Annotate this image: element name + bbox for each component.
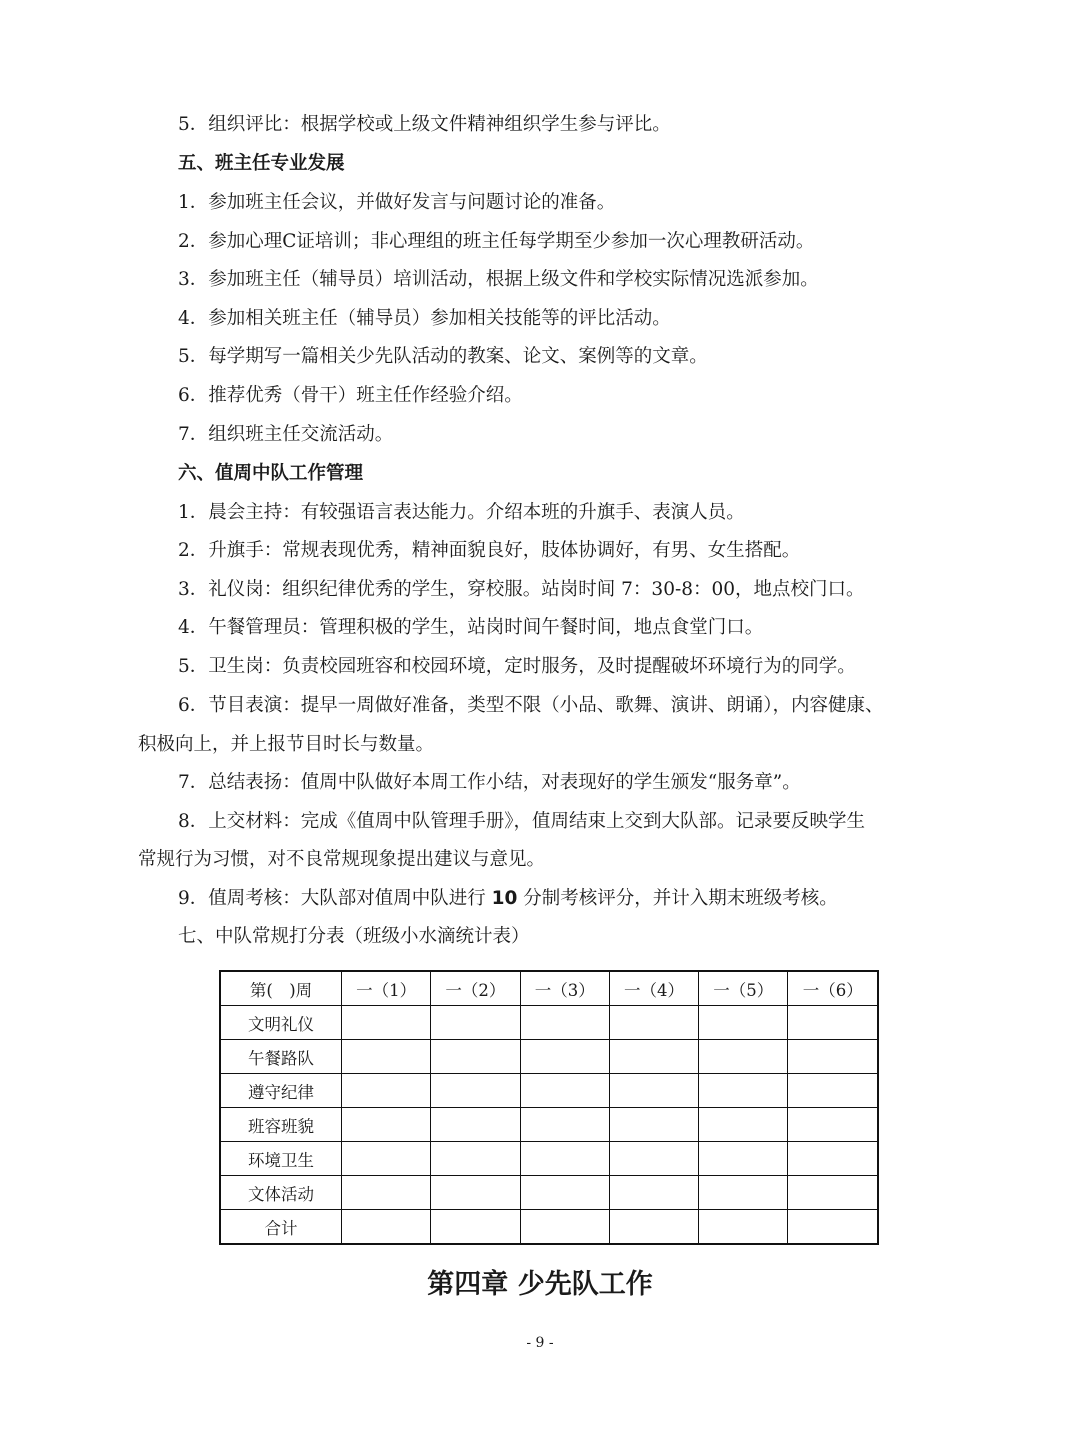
score-cell [699, 1210, 788, 1245]
text-line: 积极向上，并上报节目时长与数量。 [138, 734, 435, 755]
section-heading: 六、值周中队工作管理 [178, 463, 364, 484]
text-line: 3．参加班主任（辅导员）培训活动，根据上级文件和学校实际情况选派参加。 [178, 269, 819, 290]
text-line: 1．参加班主任会议，并做好发言与问题讨论的准备。 [178, 192, 616, 213]
score-cell [699, 1142, 788, 1176]
score-cell [788, 1176, 878, 1210]
score-cell [520, 1142, 609, 1176]
table-row [220, 1006, 878, 1040]
header-cell: 一（2） [431, 971, 520, 1006]
score-cell [342, 1040, 431, 1074]
text-line: 4．参加相关班主任（辅导员）参加相关技能等的评比活动。 [178, 308, 671, 329]
score-cell [699, 1176, 788, 1210]
score-cell [609, 1108, 698, 1142]
section-heading: 五、班主任专业发展 [178, 153, 345, 174]
text-line: 5．组织评比：根据学校或上级文件精神组织学生参与评比。 [178, 114, 671, 135]
row-label: 合计 [220, 1210, 342, 1245]
row-label: 班容班貌 [220, 1108, 342, 1142]
table-row [220, 1074, 878, 1108]
score-cell [431, 1074, 520, 1108]
text-line: 7．组织班主任交流活动。 [178, 424, 394, 445]
score-cell [609, 1040, 698, 1074]
score-cell [609, 1210, 698, 1245]
score-cell [431, 1040, 520, 1074]
score-cell [342, 1210, 431, 1245]
text-line: 6．推荐优秀（骨干）班主任作经验介绍。 [178, 385, 523, 406]
score-cell [431, 1006, 520, 1040]
table-row [220, 1210, 878, 1245]
score-cell [788, 1040, 878, 1074]
item9-bold-number: 10 [491, 888, 518, 909]
score-table [219, 970, 879, 1245]
text-line: 常规行为习惯，对不良常规现象提出建议与意见。 [138, 849, 546, 870]
table-row [220, 1142, 878, 1176]
header-cell: 一（6） [788, 971, 878, 1006]
text-line: 2．参加心理C证培训；非心理组的班主任每学期至少参加一次心理教研活动。 [178, 231, 815, 252]
score-cell [609, 1074, 698, 1108]
row-label: 文明礼仪 [220, 1006, 342, 1040]
score-cell [788, 1210, 878, 1245]
table-row [220, 1108, 878, 1142]
row-label: 文体活动 [220, 1176, 342, 1210]
score-cell [788, 1108, 878, 1142]
header-cell: 一（4） [609, 971, 698, 1006]
score-cell [520, 1108, 609, 1142]
score-cell [609, 1176, 698, 1210]
text-line: 5．卫生岗：负责校园班容和校园环境，定时服务，及时提醒破坏环境行为的同学。 [178, 656, 856, 677]
item9-prefix: 9．值周考核：大队部对值周中队进行 [178, 888, 492, 909]
score-cell [431, 1210, 520, 1245]
text-line: 2．升旗手：常规表现优秀，精神面貌良好，肢体协调好，有男、女生搭配。 [178, 540, 801, 561]
table-row [220, 1040, 878, 1074]
score-cell [609, 1142, 698, 1176]
table-caption: 七、中队常规打分表（班级小水滴统计表） [178, 926, 530, 947]
text-line: 1．晨会主持：有较强语言表达能力。介绍本班的升旗手、表演人员。 [178, 502, 745, 523]
table-row [220, 1176, 878, 1210]
score-cell [342, 1006, 431, 1040]
text-line: 5．每学期写一篇相关少先队活动的教案、论文、案例等的文章。 [178, 346, 708, 367]
header-cell: 第( )周 [220, 971, 342, 1006]
text-line-item9 [138, 880, 958, 919]
score-cell [699, 1040, 788, 1074]
header-cell: 一（3） [520, 971, 609, 1006]
score-cell [342, 1176, 431, 1210]
score-cell [342, 1142, 431, 1176]
score-cell [520, 1040, 609, 1074]
score-cell [431, 1142, 520, 1176]
table-header-row [220, 971, 878, 1006]
score-cell [699, 1108, 788, 1142]
text-line: 4．午餐管理员：管理积极的学生，站岗时间午餐时间，地点食堂门口。 [178, 617, 764, 638]
page-number: - 9 - [526, 1335, 554, 1351]
row-label: 环境卫生 [220, 1142, 342, 1176]
score-cell [342, 1108, 431, 1142]
score-cell [520, 1006, 609, 1040]
score-cell [431, 1176, 520, 1210]
score-cell [609, 1006, 698, 1040]
row-label: 午餐路队 [220, 1040, 342, 1074]
score-cell [520, 1210, 609, 1245]
score-cell [788, 1074, 878, 1108]
text-line: 3．礼仪岗：组织纪律优秀的学生，穿校服。站岗时间 7：30-8：00，地点校门口。 [178, 579, 865, 600]
score-cell [699, 1074, 788, 1108]
text-line: 6．节目表演：提早一周做好准备，类型不限（小品、歌舞、演讲、朗诵），内容健康、 [178, 695, 884, 716]
score-cell [699, 1006, 788, 1040]
score-cell [431, 1108, 520, 1142]
score-cell [342, 1074, 431, 1108]
score-cell [788, 1142, 878, 1176]
score-cell [520, 1074, 609, 1108]
row-label: 遵守纪律 [220, 1074, 342, 1108]
score-cell [520, 1176, 609, 1210]
chapter-title: 第四章 少先队工作 [427, 1269, 653, 1300]
text-line: 7．总结表扬：值周中队做好本周工作小结，对表现好的学生颁发“服务章”。 [178, 772, 801, 793]
text-line: 8．上交材料：完成《值周中队管理手册》，值周结束上交到大队部。记录要反映学生 [178, 811, 866, 832]
item9-suffix: 分制考核评分，并计入期末班级考核。 [517, 888, 838, 909]
header-cell: 一（5） [699, 971, 788, 1006]
score-cell [788, 1006, 878, 1040]
header-cell: 一（1） [342, 971, 431, 1006]
